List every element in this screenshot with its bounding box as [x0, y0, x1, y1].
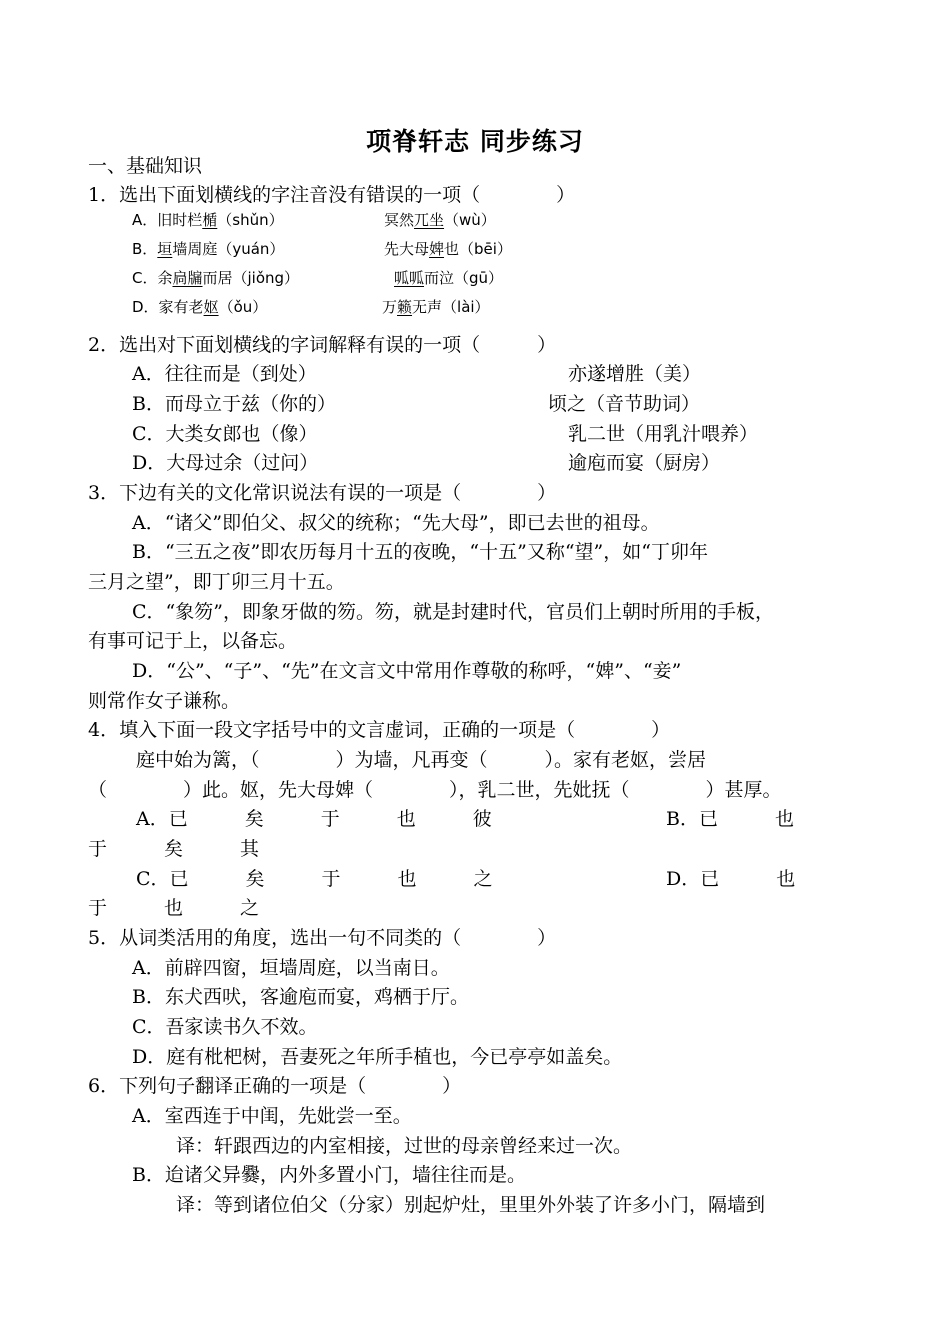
q3-option-a: A．“诸父”即伯父、叔父的统称；“先大母”，即已去世的祖母。 — [132, 512, 660, 534]
question-2-stem: 2．选出对下面划横线的字词解释有误的一项（ ） — [88, 334, 557, 356]
q1-option-b-left: B．垣墙周庭（yuán） — [132, 240, 285, 258]
q3-option-b-cont: 三月之望”，即丁卯三月十五。 — [88, 571, 345, 593]
q4-option-b: B．已 也 — [666, 808, 794, 830]
q4-option-d: D．已 也 — [666, 868, 796, 890]
q4-passage-line-1: 庭中始为篱，（ ）为墙，凡再变（ ）。家有老妪，尝居 — [136, 749, 707, 771]
q6-option-a-translation: 译：轩跟西边的内室相接，过世的母亲曾经来过一次。 — [176, 1135, 633, 1157]
q6-option-b-translation: 译：等到诸位伯父（分家）别起炉灶，里里外外装了许多小门，隔墙到 — [176, 1194, 766, 1216]
q6-option-a: A．室西连于中闺，先妣尝一至。 — [132, 1105, 412, 1127]
q3-option-d-cont: 则常作女子谦称。 — [88, 690, 241, 712]
q2-option-c-right: 乳二世（用乳汁喂养） — [568, 423, 759, 445]
q4-passage-line-2: （ ）此。妪，先大母婢（ ），乳二世，先妣抚（ ）甚厚。 — [88, 779, 782, 801]
q3-option-d: D．“公”、“子”、“先”在文言文中常用作尊敬的称呼，“婢”、“妾” — [132, 660, 682, 682]
q1-option-d-right: 万籁无声（lài） — [382, 298, 490, 316]
q1-option-c-left: C．余扃牖而居（jiǒng） — [132, 269, 300, 287]
q2-option-b-left: B．而母立于兹（你的） — [132, 393, 336, 415]
q3-option-c-cont: 有事可记于上，以备忘。 — [88, 630, 298, 652]
q1-option-d-left: D．家有老妪（ǒu） — [132, 298, 268, 316]
q2-option-b-right: 顷之（音节助词） — [548, 393, 701, 415]
q4-option-c: C．已 矣 于 也 之 — [136, 868, 493, 890]
question-1-stem: 1．选出下面划横线的字注音没有错误的一项（ ） — [88, 184, 576, 206]
q4-option-d-cont: 于 也 之 — [88, 897, 260, 919]
q1-option-a-right: 冥然兀坐（wù） — [384, 211, 496, 229]
q1-option-c-right: 呱呱而泣（gū） — [394, 269, 504, 287]
q2-option-d-right: 逾庖而宴（厨房） — [568, 452, 721, 474]
question-3-stem: 3．下边有关的文化常识说法有误的一项是（ ） — [88, 482, 557, 504]
q5-option-c: C．吾家读书久不效。 — [132, 1016, 318, 1038]
question-6-stem: 6．下列句子翻译正确的一项是（ ） — [88, 1075, 462, 1097]
q2-option-a-right: 亦遂增胜（美） — [568, 363, 702, 385]
q3-option-b: B．“三五之夜”即农历每月十五的夜晚，“十五”又称“望”，如“丁卯年 — [132, 541, 708, 563]
question-4-stem: 4．填入下面一段文字括号中的文言虚词，正确的一项是（ ） — [88, 719, 671, 741]
q4-option-a: A．已 矣 于 也 彼 — [136, 808, 492, 830]
q2-option-a-left: A．往往而是（到处） — [132, 363, 317, 385]
q5-option-d: D．庭有枇杷树，吾妻死之年所手植也，今已亭亭如盖矣。 — [132, 1046, 623, 1068]
question-5-stem: 5．从词类活用的角度，选出一句不同类的（ ） — [88, 927, 557, 949]
q5-option-b: B．东犬西吠，客逾庖而宴，鸡栖于厅。 — [132, 986, 469, 1008]
q1-option-a-left: A．旧时栏楯（shǔn） — [132, 211, 284, 229]
q5-option-a: A．前辟四窗，垣墙周庭，以当南日。 — [132, 957, 450, 979]
q1-option-b-right: 先大母婢也（bēi） — [384, 240, 512, 258]
q6-option-b: B．迨诸父异爨，内外多置小门，墙往往而是。 — [132, 1164, 526, 1186]
q4-option-b-cont: 于 矣 其 — [88, 838, 260, 860]
page-title: 项脊轩志 同步练习 — [366, 127, 584, 156]
q2-option-c-left: C．大类女郎也（像） — [132, 423, 318, 445]
q2-option-d-left: D．大母过余（过问） — [132, 452, 319, 474]
section-heading: 一、基础知识 — [88, 155, 203, 177]
q3-option-c: C．“象笏”，即象牙做的笏。笏，就是封建时代，官员们上朝时所用的手板， — [132, 601, 774, 623]
